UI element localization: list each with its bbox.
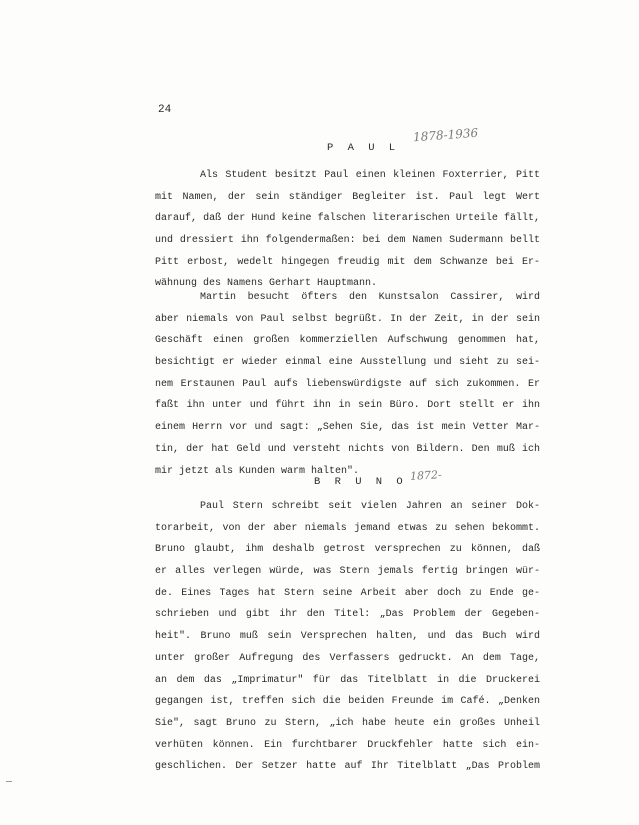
handwritten-note-paul: 1878-1936 (412, 125, 479, 145)
text-line: geschlichen. Der Setzer hatte auf Ihr Titelblatt „Das Problem (155, 761, 540, 773)
text-line: de. Eines Tages hat Stern seine Arbeit aber doch zu Ende ge- (155, 587, 540, 599)
text-line: nem Erstaunen Paul aufs liebenswürdigste auf sich zukommen. Er (155, 378, 540, 390)
text-line: er alles verlegen würde, was Stern jemals fertig bringen wür- (155, 566, 540, 578)
text-line: mit Namen, der sein ständiger Begleiter ist. Paul legt Wert (155, 191, 540, 203)
text-line: wähnung des Namens Gerhart Hauptmann. (155, 278, 378, 290)
text-line: Pitt erbost, wedelt hingegen freudig mit dem Schwanze bei Er- (155, 256, 540, 268)
text-line: faßt ihn unter und führt ihn in sein Büro. Dort stellt er ihn (155, 400, 540, 412)
text-line: Bruno glaubt, ihm deshalb getrost versprechen zu können, daß (155, 544, 540, 556)
paragraph-paul-1 (155, 165, 540, 295)
text-line: unter großer Aufregung des Verfassers gedruckt. An dem Tage, (155, 652, 540, 664)
section-heading-bruno: B R U N O (314, 476, 407, 488)
section-heading-paul: P A U L (327, 142, 400, 154)
text-line: Martin besucht öfters den Kunstsalon Cassirer, wird (200, 292, 540, 303)
text-line: an dem das „Imprimatur" für das Titelblatt in die Druckerei (155, 674, 540, 686)
text-line: schrieben und gibt ihr den Titel: „Das Problem der Gegeben- (155, 609, 540, 621)
text-line: gegangen ist, treffen sich die beiden Freunde im Café. „Denken (155, 696, 540, 708)
text-line: Paul Stern schreibt seit vielen Jahren an seiner Dok- (200, 501, 540, 512)
margin-mark (6, 781, 12, 782)
text-line: Geschäft einen großen kommerziellen Aufschwung genommen hat, (155, 335, 540, 347)
text-line: Sie", sagt Bruno zu Stern, „ich habe heute ein großes Unheil (155, 717, 540, 729)
text-line: tin, der hat Geld und versteht nichts von Bildern. Den muß ich (155, 443, 540, 455)
paragraph-paul-2 (155, 287, 540, 482)
text-line: und dressiert ihn folgendermaßen: bei dem Namen Sudermann bellt (155, 235, 540, 247)
text-line: mir jetzt als Kunden warm halten". (155, 465, 360, 477)
text-line: torarbeit, von der aber niemals jemand etwas zu sehen bekommt. (155, 522, 540, 534)
text-line: verhüten können. Ein furchtbarer Druckfehler hatte sich ein- (155, 739, 540, 751)
handwritten-note-bruno: 1872- (409, 468, 443, 483)
text-line: darauf, daß der Hund keine falschen literarischen Urteile fällt, (155, 213, 540, 225)
text-line: aber niemals von Paul selbst begrüßt. In der Zeit, in der sein (155, 313, 540, 325)
text-line: Als Student besitzt Paul einen kleinen Foxterrier, Pitt (200, 170, 540, 181)
page-number: 24 (158, 104, 172, 116)
text-line: besichtigt er wieder einmal eine Ausstellung und sieht zu sei- (155, 357, 540, 369)
text-line: einem Herrn vor und sagt: „Sehen Sie, das ist mein Vetter Mar- (155, 422, 540, 434)
paragraph-bruno-1 (155, 496, 540, 778)
text-line: heit". Bruno muß sein Versprechen halten, und das Buch wird (155, 631, 540, 643)
